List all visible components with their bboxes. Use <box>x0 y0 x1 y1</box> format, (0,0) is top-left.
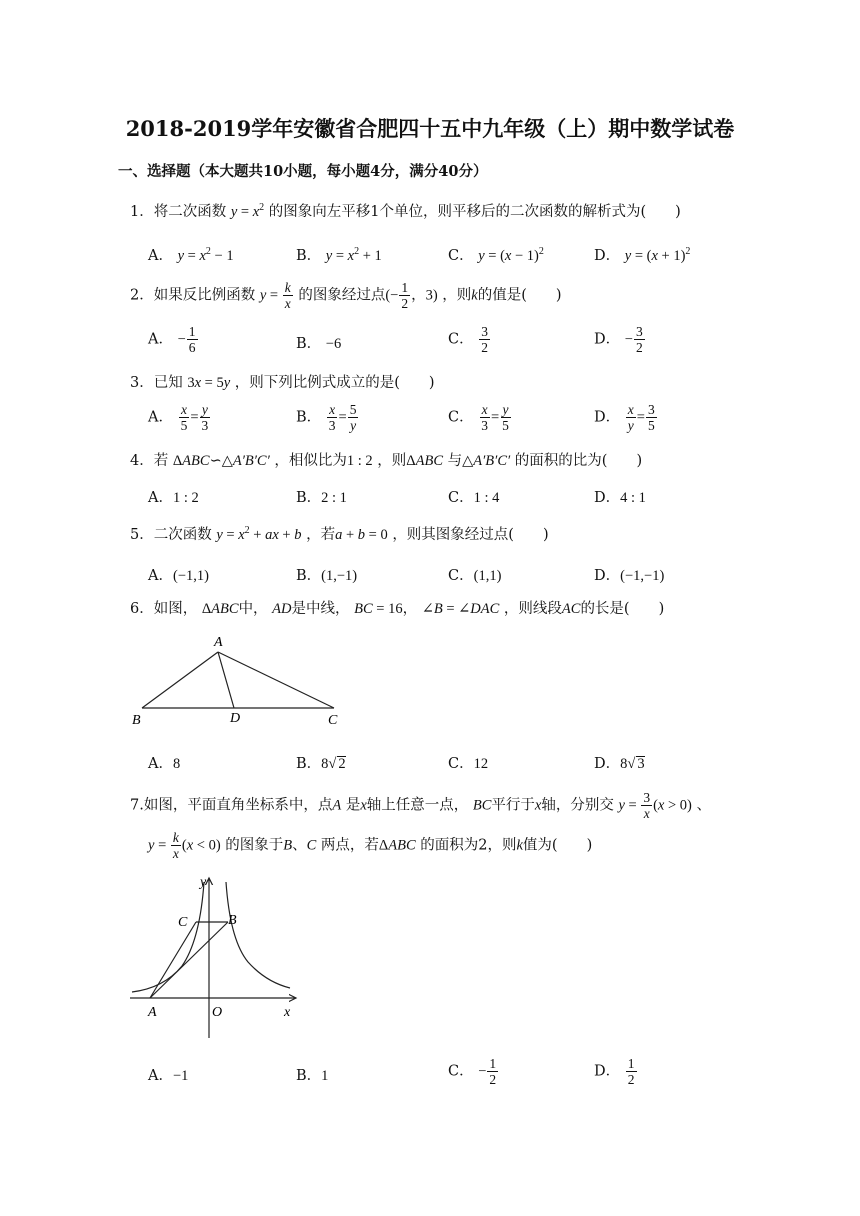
curve-positive <box>226 882 290 988</box>
segment-ac <box>218 652 334 708</box>
question-5: 5．二次函数 $y = x^2$ + ax + b ，若a + b = 0 ，则其图象经过点( ) <box>130 525 549 543</box>
q2-option-a[interactable]: A． − $\frac{1}{6}$ <box>148 324 196 355</box>
section-heading: 一、选择题（本大题共10小题，每小题4分，满分40分） <box>118 163 488 180</box>
q4-option-b[interactable]: B．2 : 1 <box>296 490 347 506</box>
label-a: A <box>148 1005 157 1020</box>
q4-option-a[interactable]: A．1 : 2 <box>148 490 199 506</box>
q2-option-d[interactable]: D． − $\frac{3}{2}$ <box>594 324 643 355</box>
question-6: 6．如图， ΔABC中， AD是中线， BC = 16， ∠B = ∠DAC ，则线段AC的长是( ) <box>130 601 665 617</box>
q3-option-d[interactable]: D． $\frac{x}{y}$ = $\frac{3}{5}$ <box>594 402 655 433</box>
question-4: 4．若 ΔABC∽△A′B′C′ ，相似比为1 : 2 ，则ΔABC 与△A′B′C′ 的面积的比为( ) <box>130 453 643 469</box>
q6-option-d[interactable]: D．8√ 3 <box>594 756 645 772</box>
q5-option-d[interactable]: D．(−1,−1) <box>594 568 665 584</box>
q6-option-b[interactable]: B．8√ 2 <box>296 756 346 772</box>
q2-option-b[interactable]: B． −6 <box>296 336 342 352</box>
q6-option-c[interactable]: C．12 <box>448 756 489 772</box>
q5-option-c[interactable]: C．(1,1) <box>448 568 502 584</box>
label-b: B <box>228 913 237 928</box>
coordinate-figure <box>128 870 303 1045</box>
label-x: x <box>284 1005 291 1020</box>
question-3: 3．已知 3x = 5y ，则下列比例式成立的是( ) <box>130 375 435 391</box>
question-2: 2．如果反比例函数 y = $\frac{k}{x}$ 的图象经过点(− $\frac{1}{2}$ ，3) ，则k的值是( ) <box>130 280 562 311</box>
segment-ab <box>142 652 218 708</box>
label-c: C <box>328 713 338 727</box>
label-c: C <box>178 915 188 930</box>
q3-option-b[interactable]: B． $\frac{x}{3}$ = $\frac{5}{y}$ <box>296 402 357 433</box>
q1-option-b[interactable]: B． $y = x^2 + 1$ <box>296 246 382 264</box>
q7-option-a[interactable]: A．−1 <box>148 1068 189 1084</box>
question-1: 1．将二次函数 $y = x^2$ 的图象向左平移1个单位，则平移后的二次函数的解析式为( ) <box>130 202 681 220</box>
segment-ad <box>218 652 234 708</box>
q2-option-c[interactable]: C． $\frac{3}{2}$ <box>448 324 488 355</box>
q5-option-a[interactable]: A．(−1,1) <box>148 568 209 584</box>
triangle-figure <box>128 632 348 727</box>
q7-option-c[interactable]: C． − $\frac{1}{2}$ <box>448 1056 497 1087</box>
q1-option-a[interactable]: A． $y = x^2 - 1$ <box>148 246 234 264</box>
q4-option-c[interactable]: C．1 : 4 <box>448 490 500 506</box>
q1-option-c[interactable]: C． $y = (x - 1)^2$ <box>448 246 544 264</box>
label-o: O <box>212 1005 223 1020</box>
label-y: y <box>200 875 207 890</box>
q6-option-a[interactable]: A．8 <box>148 756 181 772</box>
question-7-line-1: 7.如图，平面直角坐标系中，点A 是x轴上任意一点， BC平行于x轴，分别交 y = $\frac{3}{x}$ (x > 0) 、 <box>130 790 711 821</box>
q5-option-b[interactable]: B．(1,−1) <box>296 568 358 584</box>
q3-option-a[interactable]: A． $\frac{x}{5}$ = $\frac{y}{3}$ <box>148 402 209 433</box>
q1-option-d[interactable]: D． $y = (x + 1)^2$ <box>594 246 691 264</box>
question-7-line-2: y = $\frac{k}{x}$ (x < 0) 的图象于B、C 两点，若ΔABC 的面积为2，则k值为( ) <box>148 830 593 861</box>
page-title: 2018-2019学年安徽省合肥四十五中九年级（上）期中数学试卷 <box>125 116 735 141</box>
curve-negative <box>132 882 204 992</box>
label-b: B <box>132 713 141 727</box>
q3-option-c[interactable]: C． $\frac{x}{3}$ = $\frac{y}{5}$ <box>448 402 509 433</box>
label-d: D <box>230 711 241 726</box>
q7-option-b[interactable]: B．1 <box>296 1068 329 1084</box>
label-a: A <box>214 635 223 650</box>
q7-option-d[interactable]: D． $\frac{1}{2}$ <box>594 1056 635 1087</box>
q4-option-d[interactable]: D．4 : 1 <box>594 490 646 506</box>
